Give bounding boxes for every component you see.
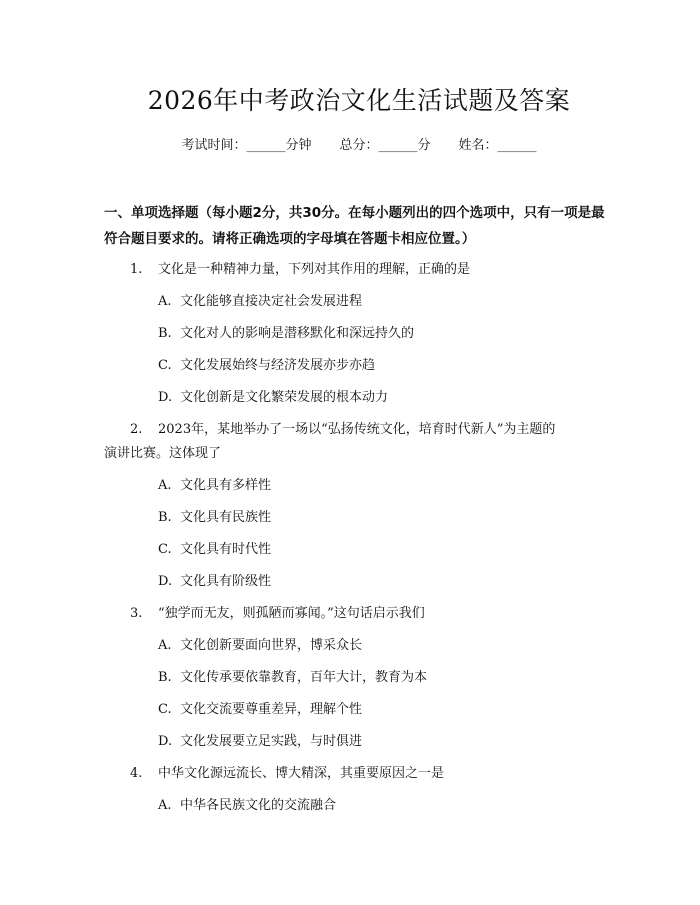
question-text: 文化是一种精神力量，下列对其作用的理解，正确的是 xyxy=(158,262,471,277)
option-letter: D. xyxy=(158,734,173,749)
option-text: 文化具有民族性 xyxy=(180,510,272,525)
option-1b xyxy=(104,322,614,346)
question-4 xyxy=(104,762,614,786)
exam-time-field: 考试时间：______分钟 xyxy=(181,138,312,153)
exam-meta xyxy=(104,134,614,158)
option-text: 中华各民族文化的交流融合 xyxy=(180,798,337,813)
option-text: 文化具有阶级性 xyxy=(180,574,272,589)
option-1a xyxy=(104,290,614,314)
option-letter: B. xyxy=(158,670,172,685)
option-letter: A. xyxy=(158,798,172,813)
option-letter: D. xyxy=(158,390,173,405)
option-2c xyxy=(104,538,614,562)
option-text: 文化发展始终与经济发展亦步亦趋 xyxy=(180,358,376,373)
option-3b xyxy=(104,666,614,690)
option-letter: B. xyxy=(158,510,172,525)
option-letter: A. xyxy=(158,638,172,653)
question-number: 1. xyxy=(130,262,143,277)
question-number: 4. xyxy=(130,766,143,781)
option-1d xyxy=(104,386,614,410)
option-text: 文化创新是文化繁荣发展的根本动力 xyxy=(180,390,389,405)
option-letter: B. xyxy=(158,326,172,341)
option-letter: D. xyxy=(158,574,173,589)
option-1c xyxy=(104,354,614,378)
question-2-continuation: 演讲比赛。这体现了 xyxy=(104,446,222,461)
option-4a xyxy=(104,794,614,818)
option-3a xyxy=(104,634,614,658)
option-text: 文化交流要尊重差异，理解个性 xyxy=(180,702,363,717)
question-text-line1: 2023年，某地举办了一场以“弘扬传统文化，培育时代新人”为主题的 xyxy=(158,422,556,437)
section-heading: 一、单项选择题（每小题2分，共30分。在每小题列出的四个选项中，只有一项是最符合题目要求的。请将正确选项的字母填在答题卡相应位置。） xyxy=(104,205,605,247)
question-text: 中华文化源远流长、博大精深，其重要原因之一是 xyxy=(158,766,445,781)
option-text: 文化具有多样性 xyxy=(180,478,272,493)
option-letter: A. xyxy=(158,478,172,493)
total-score-field: 总分：______分 xyxy=(339,138,431,153)
option-3d xyxy=(104,730,614,754)
option-text: 文化创新要面向世界，博采众长 xyxy=(180,638,363,653)
option-letter: C. xyxy=(158,542,172,557)
question-2 xyxy=(104,418,614,442)
option-2d xyxy=(104,570,614,594)
name-field: 姓名：______ xyxy=(458,138,537,153)
question-number: 2. xyxy=(130,422,143,437)
option-2a xyxy=(104,474,614,498)
document-title: 2026年中考政治文化生活试题及答案 xyxy=(147,86,571,115)
option-letter: C. xyxy=(158,358,172,373)
option-text: 文化对人的影响是潜移默化和深远持久的 xyxy=(180,326,415,341)
option-letter: A. xyxy=(158,294,172,309)
option-2b xyxy=(104,506,614,530)
question-3 xyxy=(104,602,614,626)
option-text: 文化具有时代性 xyxy=(180,542,272,557)
option-text: 文化发展要立足实践，与时俱进 xyxy=(180,734,363,749)
question-1 xyxy=(104,258,614,282)
question-number: 3. xyxy=(130,606,143,621)
option-3c xyxy=(104,698,614,722)
option-text: 文化能够直接决定社会发展进程 xyxy=(180,294,363,309)
question-text: “独学而无友，则孤陋而寡闻。”这句话启示我们 xyxy=(158,606,425,621)
option-letter: C. xyxy=(158,702,172,717)
option-text: 文化传承要依靠教育，百年大计，教育为本 xyxy=(180,670,428,685)
